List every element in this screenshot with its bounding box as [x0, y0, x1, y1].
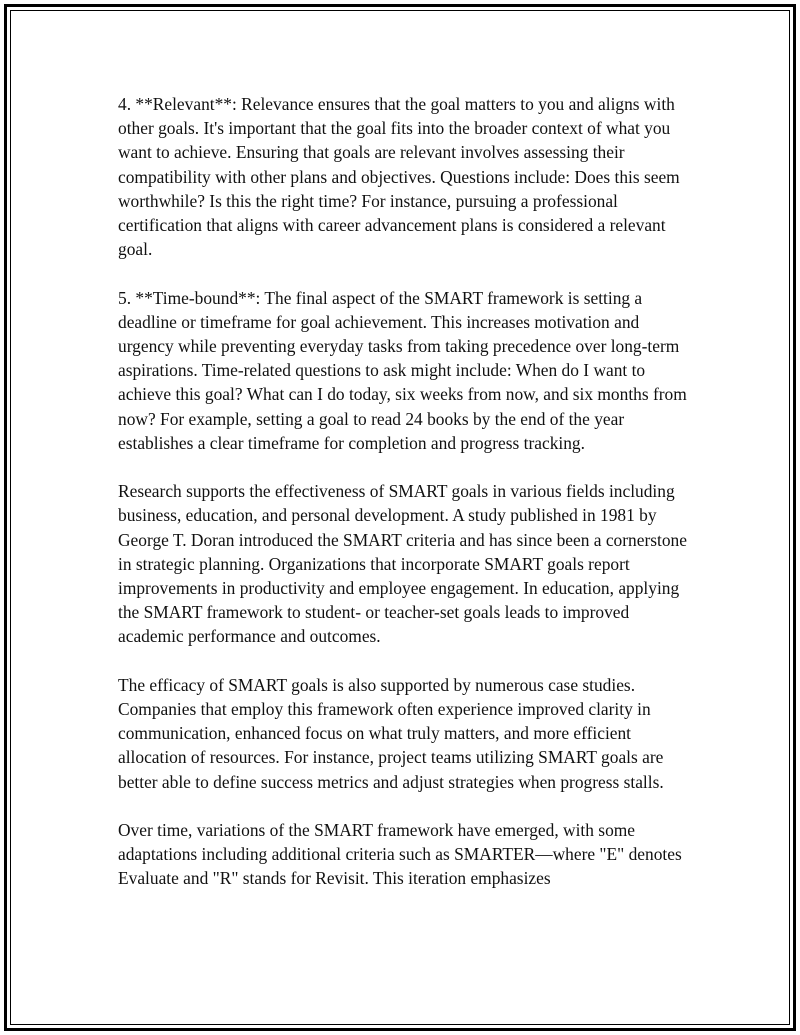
document-body [118, 92, 688, 915]
paragraph-variations: Over time, variations of the SMART framework have emerged, with some adaptations including additional criteria such as SMARTER—where "E" denotes Evaluate and "R" stands for Revisit. This iteration emphasizes [118, 820, 682, 889]
paragraph-relevant: 4. **Relevant**: Relevance ensures that the goal matters to you and aligns with other goals. It's important that the goal fits into the broader context of what you want to achieve. Ensuring that goals are relevant involves assessing their compatibility with other plans and objectives. Questions include: Does this seem worthwhile? Is this the right time? For instance, pursuing a professional certification that aligns with career advancement plans is considered a relevant goal. [118, 94, 680, 260]
paragraph-time-bound: 5. **Time-bound**: The final aspect of the SMART framework is setting a deadline or timeframe for goal achievement. This increases motivation and urgency while preventing everyday tasks from taking precedence over long-term aspirations. Time-related questions to ask might include: When do I want to achieve this goal? What can I do today, six weeks from now, and six months from now? For example, setting a goal to read 24 books by the end of the year establishes a clear timeframe for completion and progress tracking. [118, 287, 687, 453]
paragraph-research: Research supports the effectiveness of SMART goals in various fields including business, education, and personal development. A study published in 1981 by George T. Doran introduced the SMART criteria and has since been a cornerstone in strategic planning. Organizations that incorporate SMART goals report improvements in productivity and employee engagement. In education, applying the SMART framework to student- or teacher-set goals leads to improved academic performance and outcomes. [118, 481, 687, 647]
paragraph-efficacy: The efficacy of SMART goals is also supported by numerous case studies. Companies that employ this framework often experience improved clarity in communication, enhanced focus on what truly matters, and more efficient allocation of resources. For instance, project teams utilizing SMART goals are better able to define success metrics and adjust strategies when progress stalls. [118, 674, 664, 792]
